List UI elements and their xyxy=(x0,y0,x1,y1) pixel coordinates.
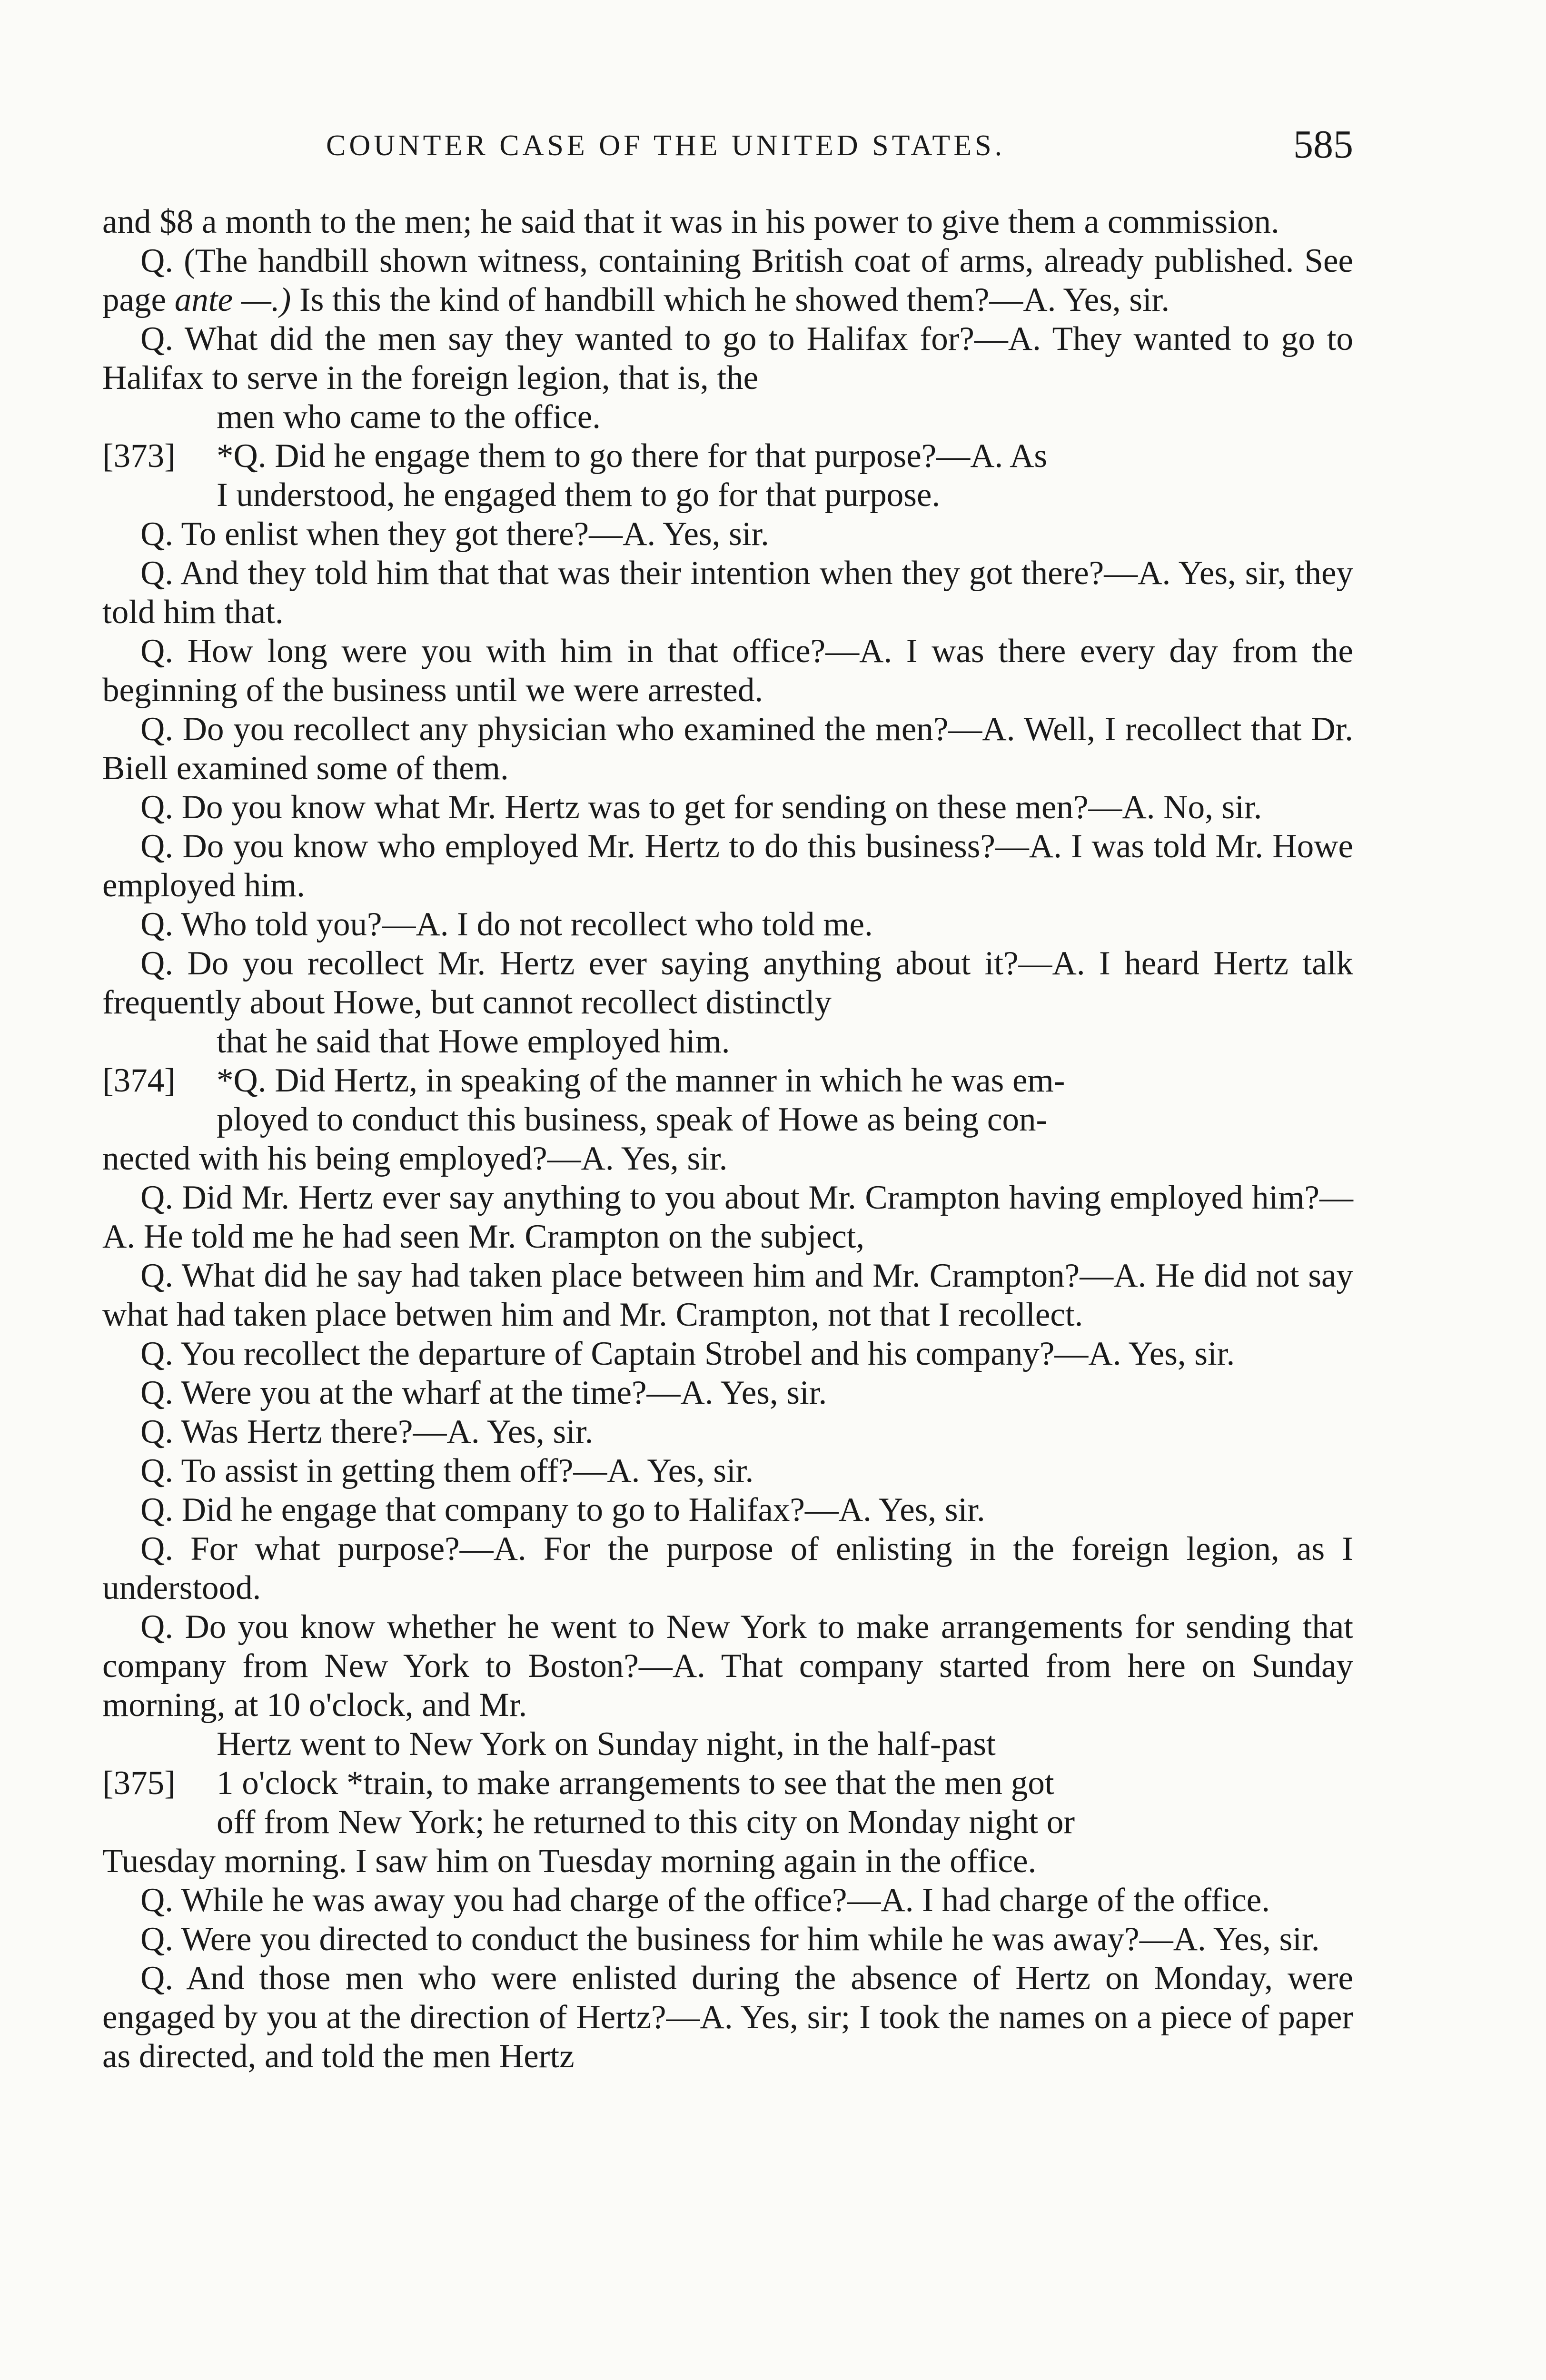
italic-reference: ante —.) xyxy=(174,281,291,318)
paragraph: Q. Do you know what Mr. Hertz was to get for sending on these men?—A. No, sir. xyxy=(140,789,1262,826)
hanging-line: I understood, he engaged them to go for that purpose. xyxy=(217,476,941,514)
paragraph: Q. Was Hertz there?—A. Yes, sir. xyxy=(140,1413,594,1450)
paragraph-line: *Q. Did he engage them to go there for that purpose?—A. As xyxy=(217,437,1047,475)
margin-marker: [373] xyxy=(102,437,176,475)
paragraph: Q. Who told you?—A. I do not recollect who told me. xyxy=(140,906,873,943)
paragraph-line: Tuesday morning. I saw him on Tuesday morning again in the office. xyxy=(102,1843,1037,1880)
body-text xyxy=(102,202,1353,2076)
paragraph: Q. Do you know who employed Mr. Hertz to do this business?—A. I was told Mr. Howe employed him. xyxy=(102,828,1353,904)
page-header xyxy=(102,121,1353,174)
paragraph-line: nected with his being employed?—A. Yes, sir. xyxy=(102,1140,728,1177)
paragraph: Q. For what purpose?—A. For the purpose of enlisting in the foreign legion, as I understood. xyxy=(102,1530,1353,1606)
paragraph: Q. To enlist when they got there?—A. Yes, sir. xyxy=(140,516,769,553)
paragraph-text: Q. Do you recollect Mr. Hertz ever saying anything about it?—A. I heard Hertz talk frequently about Howe, but cannot recollect distinctly xyxy=(102,945,1353,1021)
hanging-line: that he said that Howe employed him. xyxy=(217,1023,730,1060)
margin-marker: [375] xyxy=(102,1765,176,1802)
paragraph: Q. What did he say had taken place between him and Mr. Crampton?—A. He did not say what had taken place betwen him and Mr. Crampton, not that I recollect. xyxy=(102,1257,1353,1333)
paragraph: Q. While he was away you had charge of the office?—A. I had charge of the office. xyxy=(140,1882,1270,1919)
paragraph: Q. And they told him that that was their intention when they got there?—A. Yes, sir, they told him that. xyxy=(102,555,1353,631)
hanging-line: off from New York; he returned to this city on Monday night or xyxy=(217,1804,1075,1841)
page-number: 585 xyxy=(1293,122,1353,167)
hanging-line: ployed to conduct this business, speak of Howe as being con- xyxy=(217,1101,1048,1138)
marginal-paragraph xyxy=(102,436,1353,515)
hanging-line: men who came to the office. xyxy=(217,398,601,436)
paragraph xyxy=(102,1607,1353,1764)
paragraph xyxy=(102,319,1353,436)
paragraph xyxy=(102,241,1353,319)
paragraph: Q. To assist in getting them off?—A. Yes, sir. xyxy=(140,1452,754,1489)
paragraph: Q. You recollect the departure of Captain Strobel and his company?—A. Yes, sir. xyxy=(140,1335,1235,1372)
paragraph-text: Is this the kind of handbill which he showed them?—A. Yes, sir. xyxy=(299,281,1170,318)
paragraph-text: Q. (The handbill shown witness, containing British coat of arms, already published. See page xyxy=(102,242,1353,318)
paragraph: Q. Did Mr. Hertz ever say anything to you about Mr. Crampton having employed him?—A. He told me he had seen Mr. Crampton on the subject, xyxy=(102,1179,1353,1255)
running-title: COUNTER CASE OF THE UNITED STATES. xyxy=(326,129,1006,162)
paragraph: Q. How long were you with him in that office?—A. I was there every day from the beginning of the business until we were arrested. xyxy=(102,633,1353,709)
paragraph-text: Q. Do you know whether he went to New York to make arrangements for sending that company from New York to Boston?—A. That company started from here on Sunday morning, at 10 o'clock, and Mr. xyxy=(102,1608,1353,1724)
paragraph: Q. And those men who were enlisted during the absence of Hertz on Monday, were engaged by you at the direction of Hertz?—A. Yes, sir; I took the names on a piece of paper as directed, and told the men Hertz xyxy=(102,1960,1353,2075)
marginal-paragraph xyxy=(102,1061,1353,1178)
paragraph xyxy=(102,944,1353,1061)
paragraph: and $8 a month to the men; he said that it was in his power to give them a commission. xyxy=(102,203,1279,240)
paragraph: Q. Were you at the wharf at the time?—A. Yes, sir. xyxy=(140,1374,827,1411)
paragraph-text: Q. What did the men say they wanted to go to Halifax for?—A. They wanted to go to Halifax to serve in the foreign legion, that is, the xyxy=(102,320,1353,397)
paragraph: Q. Do you recollect any physician who examined the men?—A. Well, I recollect that Dr. Biell examined some of them. xyxy=(102,711,1353,787)
marginal-paragraph xyxy=(102,1764,1353,1881)
paragraph: Q. Did he engage that company to go to Halifax?—A. Yes, sir. xyxy=(140,1491,985,1528)
paragraph-line: *Q. Did Hertz, in speaking of the manner in which he was em- xyxy=(217,1062,1065,1099)
paragraph: Q. Were you directed to conduct the business for him while he was away?—A. Yes, sir. xyxy=(140,1921,1320,1958)
hanging-line: Hertz went to New York on Sunday night, in the half-past xyxy=(217,1726,996,1763)
paragraph-line: 1 o'clock *train, to make arrangements to see that the men got xyxy=(217,1765,1054,1802)
margin-marker: [374] xyxy=(102,1062,176,1099)
